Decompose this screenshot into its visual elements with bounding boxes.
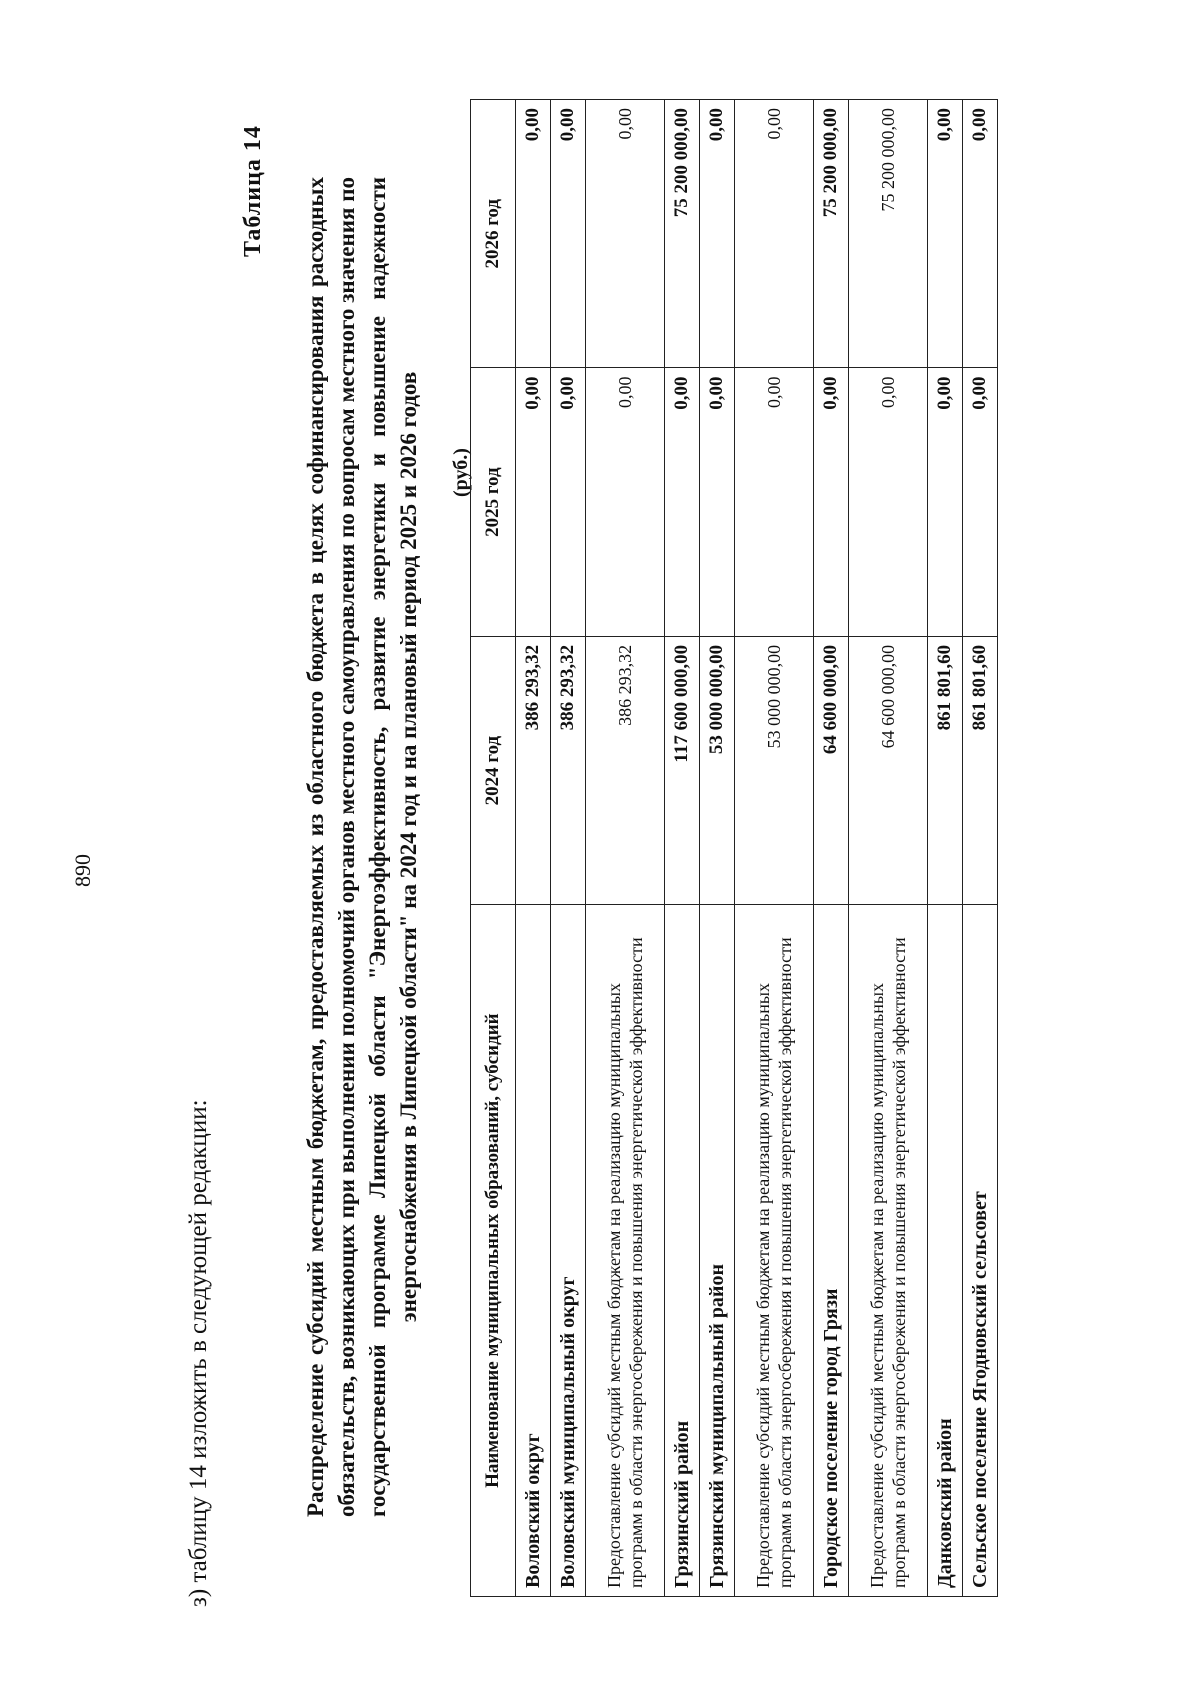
value-2026: 75 200 000,00 bbox=[814, 100, 849, 368]
value-2024: 861 801,60 bbox=[928, 636, 963, 904]
value-2025: 0,00 bbox=[814, 368, 849, 636]
table-title: Распределение субсидий местным бюджетам, предоставляемых из областного бюджета в целях софинансирования расходных обязательств, возникающих при выполнении полномочий органов местного самоуправления по вопросам местного значения по государственной программе Липецкой области "Энергоэффективность, развитие энергетики и повышение надежности энергоснабжения в Липецкой области" на 2024 год и на плановый период 2025 и 2026 годов bbox=[303, 177, 421, 1517]
row-name: Предоставление субсидий местным бюджетам на реализацию муниципальных программ в области энергосбережения и повышения энергетической эффективности bbox=[586, 905, 665, 1597]
table-row bbox=[665, 100, 700, 1597]
row-name: Городское поселение город Грязи bbox=[814, 905, 849, 1597]
table-row bbox=[849, 100, 928, 1597]
table-row bbox=[928, 100, 963, 1597]
subsidy-table bbox=[470, 99, 998, 1597]
table-row bbox=[551, 100, 586, 1597]
value-2026: 0,00 bbox=[928, 100, 963, 368]
row-name: Сельское поселение Ягодновский сельсовет bbox=[963, 905, 998, 1597]
page-number: 890 bbox=[70, 854, 95, 887]
row-name: Предоставление субсидий местным бюджетам на реализацию муниципальных программ в области энергосбережения и повышения энергетической эффективности bbox=[735, 905, 814, 1597]
value-2026: 0,00 bbox=[963, 100, 998, 368]
value-2025: 0,00 bbox=[735, 368, 814, 636]
row-name: Грязинский район bbox=[665, 905, 700, 1597]
value-2026: 0,00 bbox=[516, 100, 551, 368]
value-2025: 0,00 bbox=[700, 368, 735, 636]
value-2026: 0,00 bbox=[586, 100, 665, 368]
value-2025: 0,00 bbox=[928, 368, 963, 636]
table-row bbox=[700, 100, 735, 1597]
value-2025: 0,00 bbox=[665, 368, 700, 636]
value-2024: 386 293,32 bbox=[516, 636, 551, 904]
table-body bbox=[516, 100, 998, 1597]
header-2024: 2024 год bbox=[471, 636, 516, 904]
table-row bbox=[516, 100, 551, 1597]
value-2025: 0,00 bbox=[849, 368, 928, 636]
table-header-row bbox=[471, 100, 516, 1597]
table-row bbox=[586, 100, 665, 1597]
row-name: Предоставление субсидий местным бюджетам на реализацию муниципальных программ в области энергосбережения и повышения энергетической эффективности bbox=[849, 905, 928, 1597]
table-row bbox=[963, 100, 998, 1597]
value-2025: 0,00 bbox=[516, 368, 551, 636]
header-name: Наименование муниципальных образований, субсидий bbox=[471, 905, 516, 1597]
intro-text: з) таблицу 14 изложить в следующей редакции: bbox=[185, 1099, 212, 1607]
value-2024: 861 801,60 bbox=[963, 636, 998, 904]
value-2024: 53 000 000,00 bbox=[700, 636, 735, 904]
value-2024: 117 600 000,00 bbox=[665, 636, 700, 904]
header-2025: 2025 год bbox=[471, 368, 516, 636]
value-2026: 75 200 000,00 bbox=[665, 100, 700, 368]
table-row bbox=[814, 100, 849, 1597]
value-2024: 386 293,32 bbox=[586, 636, 665, 904]
value-2025: 0,00 bbox=[963, 368, 998, 636]
row-name: Данковский район bbox=[928, 905, 963, 1597]
value-2026: 75 200 000,00 bbox=[849, 100, 928, 368]
value-2024: 386 293,32 bbox=[551, 636, 586, 904]
value-2024: 64 600 000,00 bbox=[849, 636, 928, 904]
value-2026: 0,00 bbox=[700, 100, 735, 368]
header-2026: 2026 год bbox=[471, 100, 516, 368]
value-2026: 0,00 bbox=[735, 100, 814, 368]
unit-label: (руб.) bbox=[450, 448, 472, 497]
row-name: Воловский муниципальный округ bbox=[551, 905, 586, 1597]
table-row bbox=[735, 100, 814, 1597]
row-name: Воловский округ bbox=[516, 905, 551, 1597]
table-label: Таблица 14 bbox=[240, 125, 266, 257]
value-2025: 0,00 bbox=[586, 368, 665, 636]
value-2026: 0,00 bbox=[551, 100, 586, 368]
value-2025: 0,00 bbox=[551, 368, 586, 636]
row-name: Грязинский муниципальный район bbox=[700, 905, 735, 1597]
value-2024: 53 000 000,00 bbox=[735, 636, 814, 904]
value-2024: 64 600 000,00 bbox=[814, 636, 849, 904]
